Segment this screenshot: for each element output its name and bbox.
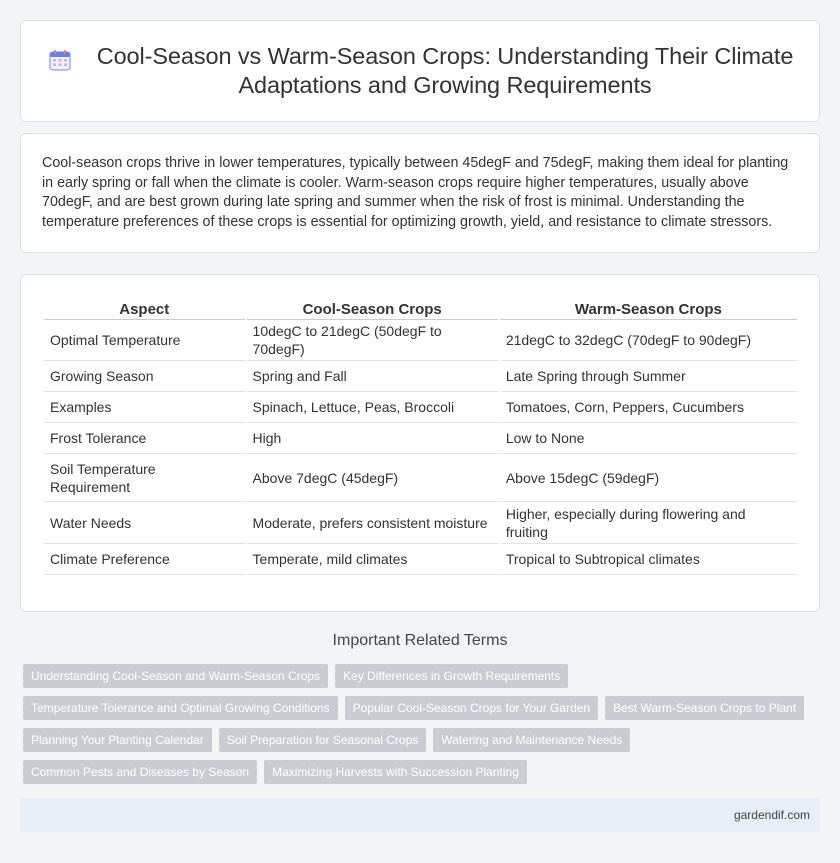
intro-card [20, 133, 820, 253]
table-cell: Low to None [500, 423, 797, 454]
table-cell: High [247, 423, 498, 454]
column-header-aspect: Aspect [44, 297, 245, 320]
table-header-row [44, 297, 797, 320]
table-cell: Growing Season [44, 361, 245, 392]
table-cell: Late Spring through Summer [500, 361, 797, 392]
related-term-tag[interactable]: Planning Your Planting Calendar [23, 728, 212, 752]
table-cell: 10degC to 21degC (50degF to 70degF) [247, 320, 498, 361]
table-row [44, 502, 797, 544]
table-cell: Water Needs [44, 502, 245, 544]
tag-row [23, 696, 823, 720]
related-term-tag[interactable]: Best Warm-Season Crops to Plant [605, 696, 804, 720]
related-term-tag[interactable]: Understanding Cool-Season and Warm-Season Crops [23, 664, 328, 688]
related-term-tag[interactable]: Common Pests and Diseases by Season [23, 760, 257, 784]
table-cell: Soil Temperature Requirement [44, 454, 245, 502]
related-terms-title: Important Related Terms [332, 632, 508, 649]
footer-bar [20, 798, 820, 832]
table-cell: Tomatoes, Corn, Peppers, Cucumbers [500, 392, 797, 423]
comparison-table-card [20, 274, 820, 612]
intro-paragraph: Cool-season crops thrive in lower temperatures, typically between 45degF and 75degF, making them ideal for planting in early spring or fall when the climate is cooler. Warm-season crops require higher temperatures, usually above 70degF, and are best grown during late spring and summer when the risk of frost is minimal. Understanding the temperature preferences of these crops is essential for optimizing growth, yield, and resistance to climate stressors. [42, 155, 789, 230]
table-cell: Frost Tolerance [44, 423, 245, 454]
table-cell: Optimal Temperature [44, 320, 245, 361]
header-card [20, 20, 820, 122]
table-cell: Climate Preference [44, 544, 245, 575]
tag-row [23, 760, 823, 784]
column-header-warm-season: Warm-Season Crops [500, 297, 797, 320]
title-wrap [21, 21, 819, 121]
related-term-tag[interactable]: Soil Preparation for Seasonal Crops [219, 728, 426, 752]
table-row [44, 392, 797, 423]
table-cell: 21degC to 32degC (70degF to 90degF) [500, 320, 797, 361]
comparison-table [42, 297, 799, 575]
footer-site-link[interactable]: gardendif.com [733, 808, 810, 822]
table-row [44, 361, 797, 392]
related-term-tag[interactable]: Key Differences in Growth Requirements [335, 664, 568, 688]
table-cell: Temperate, mild climates [247, 544, 498, 575]
table-cell: Above 15degC (59degF) [500, 454, 797, 502]
table-row [44, 423, 797, 454]
table-cell: Above 7degC (45degF) [247, 454, 498, 502]
related-term-tag[interactable]: Watering and Maintenance Needs [433, 728, 630, 752]
table-cell: Spinach, Lettuce, Peas, Broccoli [247, 392, 498, 423]
related-term-tag[interactable]: Maximizing Harvests with Succession Planting [264, 760, 527, 784]
table-row [44, 454, 797, 502]
table-cell: Tropical to Subtropical climates [500, 544, 797, 575]
page-title: Cool-Season vs Warm-Season Crops: Understanding Their Climate Adaptations and Growing Requirements [96, 43, 794, 98]
related-terms-tags [23, 664, 823, 792]
table-cell: Moderate, prefers consistent moisture [247, 502, 498, 544]
table-cell: Spring and Fall [247, 361, 498, 392]
table-cell: Higher, especially during flowering and fruiting [500, 502, 797, 544]
table-row [44, 320, 797, 361]
column-header-cool-season: Cool-Season Crops [247, 297, 498, 320]
tag-row [23, 728, 823, 752]
related-term-tag[interactable]: Temperature Tolerance and Optimal Growing Conditions [23, 696, 338, 720]
table-row [44, 544, 797, 575]
related-term-tag[interactable]: Popular Cool-Season Crops for Your Garden [345, 696, 598, 720]
tag-row [23, 664, 823, 688]
table-cell: Examples [44, 392, 245, 423]
